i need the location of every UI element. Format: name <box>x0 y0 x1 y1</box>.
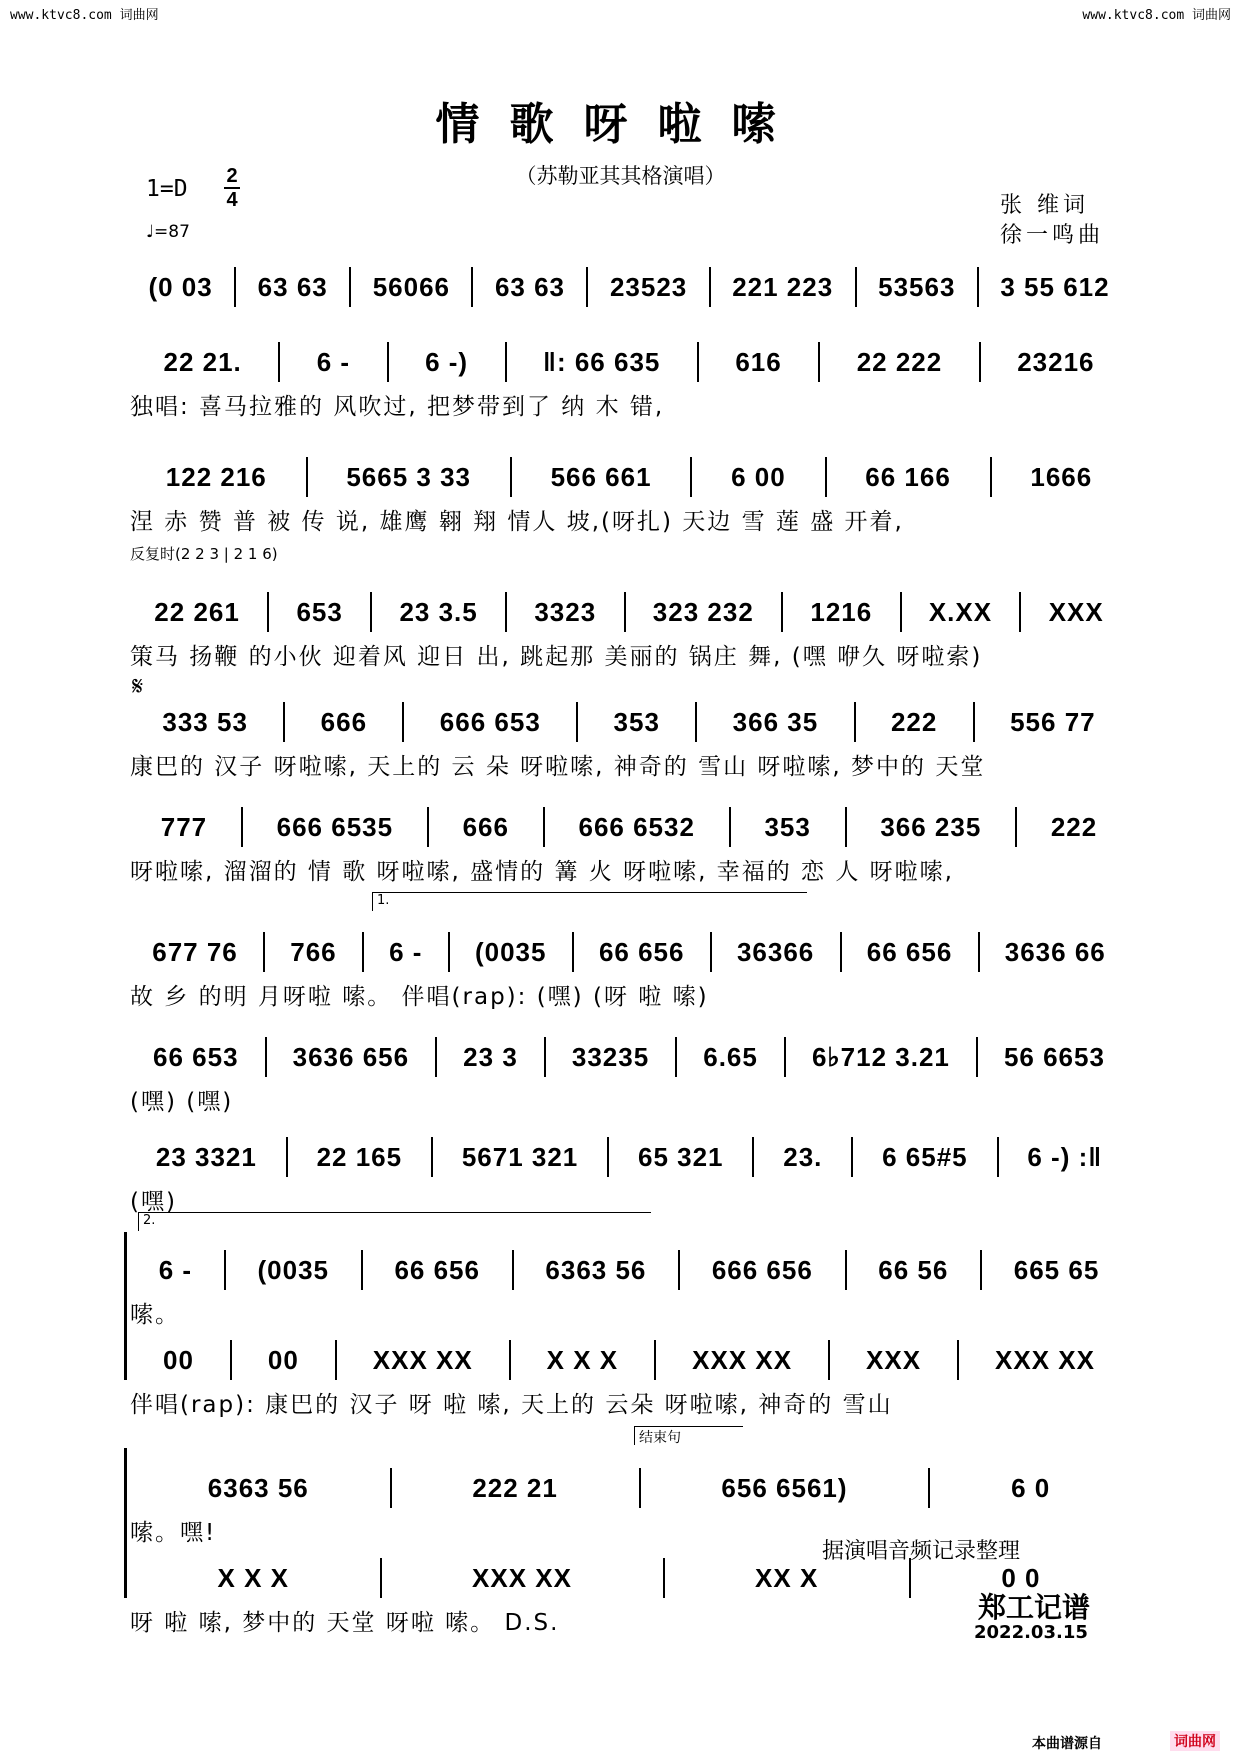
key-signature: 1=D <box>146 176 188 202</box>
barline <box>435 1037 437 1077</box>
measure: 677 76 <box>152 937 238 967</box>
barline <box>380 1558 382 1598</box>
measure: 53563 <box>878 272 956 302</box>
measure: 5665 3 33 <box>346 462 471 492</box>
measure: 00 <box>162 1345 194 1375</box>
barline <box>624 592 626 632</box>
segno-sign: 𝄋 <box>132 672 144 702</box>
measure: (0035 <box>257 1255 329 1285</box>
measure: 66 56 <box>878 1255 949 1285</box>
tempo-mark: ♩=87 <box>146 222 190 242</box>
measure: XXX XX <box>995 1345 1095 1375</box>
measure: 333 53 <box>162 707 248 737</box>
barline <box>710 932 712 972</box>
composer-credit: 徐一鸣曲 <box>1000 223 1105 248</box>
barline <box>544 1037 546 1077</box>
measure: 56066 <box>372 272 450 302</box>
measure: (0035 <box>474 937 547 967</box>
barline <box>361 1250 363 1290</box>
measure: 6 0 <box>1011 1473 1051 1503</box>
measure: 566 661 <box>550 462 652 492</box>
measure: 3636 66 <box>1004 937 1106 967</box>
measure: 616 <box>735 347 782 377</box>
measure: 653 <box>296 597 343 627</box>
barline <box>678 1250 680 1290</box>
barline <box>265 1037 267 1077</box>
barline <box>997 1137 999 1177</box>
lyric-line-9: (嘿) <box>130 1189 177 1215</box>
barline <box>900 592 902 632</box>
measure: 66 656 <box>394 1255 480 1285</box>
barline <box>979 342 981 382</box>
barline <box>234 267 236 307</box>
time-top: 2 <box>226 165 238 187</box>
barline <box>977 267 979 307</box>
repeat-note: 反复时(2 2 3 | 2 1 6) <box>130 545 278 563</box>
measure: 23523 <box>609 272 688 302</box>
score-row-7 <box>134 930 1124 974</box>
system-brace-2 <box>124 1448 127 1598</box>
barline <box>505 592 507 632</box>
volta-2: 2. <box>138 1212 651 1231</box>
measure: 122 216 <box>165 462 267 492</box>
measure: (0 03 <box>148 272 213 302</box>
barline <box>509 1340 511 1380</box>
barline <box>828 1340 830 1380</box>
barline <box>825 457 827 497</box>
barline <box>335 1340 337 1380</box>
measure: XXX XX <box>372 1345 473 1375</box>
barline <box>505 342 507 382</box>
lyric-line-4: 策马 扬鞭 的小伙 迎着风 迎日 出, 跳起那 美丽的 锅庄 舞, (嘿 咿久 呀啦索) <box>130 644 983 670</box>
lyric-line-12: 嗦。嘿! <box>130 1520 217 1546</box>
measure: 353 <box>613 707 660 737</box>
measure: XXX XX <box>472 1563 572 1593</box>
measure: X X X <box>546 1345 619 1375</box>
measure: 36366 <box>736 937 815 967</box>
measure: 6♭712 3.21 <box>811 1042 950 1072</box>
measure: 6 - <box>158 1255 193 1285</box>
barline <box>543 807 545 847</box>
measure: 222 <box>890 707 938 737</box>
volta-1: 1. <box>372 892 807 911</box>
measure: 3323 <box>534 597 597 627</box>
barline <box>663 1558 665 1598</box>
barline <box>572 932 574 972</box>
barline <box>695 702 697 742</box>
measure: 222 21 <box>472 1473 558 1503</box>
measure: XXX <box>866 1345 922 1375</box>
barline <box>654 1340 656 1380</box>
barline <box>639 1468 641 1508</box>
measure: 366 235 <box>880 812 982 842</box>
measure: XXX XX <box>692 1345 793 1375</box>
lyric-line-5: 康巴的 汉子 呀啦嗦, 天上的 云 朵 呀啦嗦, 神奇的 雪山 呀啦嗦, 梦中的 天堂 <box>130 754 986 780</box>
lyric-line-2: 独唱: 喜马拉雅的 风吹过, 把梦带到了 纳 木 错, <box>130 394 665 420</box>
barline <box>471 267 473 307</box>
measure: 0 0 <box>1001 1563 1041 1593</box>
score-row-3 <box>134 455 1124 499</box>
lyric-line-3: 涅 赤 赞 普 被 传 说, 雄鹰 翱 翔 情人 坡,(呀扎) 天边 雪 莲 盛 开着, <box>130 509 904 535</box>
lyric-line-13: 呀 啦 嗦, 梦中的 天堂 呀啦 嗦。 D.S. <box>130 1610 560 1636</box>
measure: 6 -) :‖ <box>1027 1142 1103 1172</box>
measure: 777 <box>160 812 208 842</box>
performer-note: （苏勒亚其其格演唱） <box>515 164 726 188</box>
measure: 23 3321 <box>155 1142 257 1172</box>
score-row-2 <box>134 340 1124 384</box>
measure: 66 166 <box>865 462 951 492</box>
measure: 56 6653 <box>1003 1042 1105 1072</box>
lyric-line-8: (嘿) (嘿) <box>130 1089 234 1115</box>
measure: ‖: 66 635 <box>543 347 661 377</box>
measure: 666 653 <box>439 707 541 737</box>
barline <box>512 1250 514 1290</box>
measure: 22 261 <box>154 597 240 627</box>
barline <box>675 1037 677 1077</box>
measure: 665 65 <box>1013 1255 1100 1285</box>
measure: 23. <box>783 1142 823 1172</box>
barline <box>431 1137 433 1177</box>
measure: 6 00 <box>731 462 786 492</box>
barline <box>1015 807 1017 847</box>
score-row-6 <box>134 805 1124 849</box>
barline <box>690 457 692 497</box>
barline <box>370 592 372 632</box>
ending-volta: 结束句 <box>634 1426 743 1445</box>
time-signature <box>224 166 240 210</box>
measure: 3636 656 <box>292 1042 410 1072</box>
measure: 23 3 <box>463 1042 518 1072</box>
measure: 222 <box>1050 812 1098 842</box>
measure: 556 77 <box>1010 707 1096 737</box>
barline <box>729 807 731 847</box>
barline <box>854 702 856 742</box>
measure: 65 321 <box>637 1142 724 1172</box>
lyric-line-11: 伴唱(rap): 康巴的 汉子 呀 啦 嗦, 天上的 云朵 呀啦嗦, 神奇的 雪山 <box>130 1392 893 1418</box>
measure: 666 6532 <box>578 812 695 842</box>
barline <box>957 1340 959 1380</box>
barline <box>845 1250 847 1290</box>
barline <box>586 267 588 307</box>
barline <box>427 807 429 847</box>
measure: 22 21. <box>163 347 242 377</box>
barline <box>283 702 285 742</box>
song-title: 情歌呀啦嗦 <box>435 99 806 150</box>
measure: 66 653 <box>153 1042 239 1072</box>
score-row-8 <box>134 1035 1124 1079</box>
measure: XX X <box>755 1563 819 1593</box>
measure: 6363 56 <box>545 1255 647 1285</box>
measure: 22 222 <box>856 347 943 377</box>
barline <box>402 702 404 742</box>
barline <box>278 342 280 382</box>
barline <box>224 1250 226 1290</box>
lyric-line-10: 嗦。 <box>130 1302 180 1328</box>
lyric-line-7: 故 乡 的明 月呀啦 嗦。 伴唱(rap): (嘿) (呀 啦 嗦) <box>130 984 709 1010</box>
barline <box>855 267 857 307</box>
score-row-9 <box>134 1135 1124 1179</box>
measure: 00 <box>267 1345 299 1375</box>
barline <box>752 1137 754 1177</box>
measure: 666 656 <box>711 1255 813 1285</box>
barline <box>928 1468 930 1508</box>
barline <box>818 342 820 382</box>
measure: 23216 <box>1017 347 1095 377</box>
barline <box>576 702 578 742</box>
lyric-line-6: 呀啦嗦, 溜溜的 情 歌 呀啦嗦, 盛情的 篝 火 呀啦嗦, 幸福的 恋 人 呀啦嗦, <box>130 859 954 885</box>
measure: 63 63 <box>257 272 328 302</box>
score-row-1 <box>134 265 1124 309</box>
time-bottom: 4 <box>226 189 238 211</box>
barline <box>709 267 711 307</box>
measure: 353 <box>764 812 811 842</box>
barline <box>349 267 351 307</box>
barline <box>306 457 308 497</box>
barline <box>448 932 450 972</box>
score-row-12 <box>134 1466 1124 1510</box>
source-label: 本曲谱源自 <box>1032 1736 1102 1752</box>
watermark-right: www.ktvc8.com 词曲网 <box>1082 8 1231 23</box>
measure: 6 -) <box>425 347 469 377</box>
barline <box>851 1137 853 1177</box>
measure: 1216 <box>810 597 873 627</box>
measure: 6 - <box>316 347 351 377</box>
barline <box>387 342 389 382</box>
measure: 666 <box>462 812 509 842</box>
measure: 6 65#5 <box>882 1142 968 1172</box>
measure: 22 165 <box>316 1142 403 1172</box>
watermark-left: www.ktvc8.com 词曲网 <box>10 8 159 23</box>
barline <box>976 1037 978 1077</box>
score-row-11 <box>134 1338 1124 1382</box>
measure: X X X <box>217 1563 289 1593</box>
barline <box>973 702 975 742</box>
barline <box>781 592 783 632</box>
barline <box>607 1137 609 1177</box>
lyricist-credit: 张 维词 <box>1000 193 1089 218</box>
measure: 6.65 <box>703 1042 758 1072</box>
source-site[interactable]: 词曲网 <box>1170 1731 1220 1751</box>
score-row-4 <box>134 590 1124 634</box>
barline <box>840 932 842 972</box>
score-row-10 <box>134 1248 1124 1292</box>
system-brace-1 <box>124 1232 127 1380</box>
barline <box>230 1340 232 1380</box>
measure: 221 223 <box>732 272 834 302</box>
measure: 666 6535 <box>276 812 394 842</box>
measure: 3 55 612 <box>1000 272 1110 302</box>
measure: XXX <box>1048 597 1104 627</box>
measure: 66 656 <box>598 937 685 967</box>
barline <box>286 1137 288 1177</box>
measure: 6363 56 <box>207 1473 309 1503</box>
measure: 33235 <box>571 1042 650 1072</box>
measure: 656 6561) <box>721 1473 848 1503</box>
barline <box>362 932 364 972</box>
barline <box>390 1468 392 1508</box>
barline <box>697 342 699 382</box>
barline <box>510 457 512 497</box>
barline <box>845 807 847 847</box>
measure: 66 656 <box>866 937 953 967</box>
barline <box>978 932 980 972</box>
measure: 766 <box>290 937 337 967</box>
barline <box>1019 592 1021 632</box>
score-date: 2022.03.15 <box>974 1622 1088 1643</box>
barline <box>263 932 265 972</box>
scribe-stamp: 郑工记谱 <box>978 1592 1091 1623</box>
barline <box>241 807 243 847</box>
barline <box>980 1250 982 1290</box>
measure: 1666 <box>1030 462 1093 492</box>
measure: 666 <box>320 707 368 737</box>
score-row-5 <box>134 700 1124 744</box>
measure: 23 3.5 <box>399 597 478 627</box>
recording-note: 据演唱音频记录整理 <box>822 1539 1021 1564</box>
barline <box>990 457 992 497</box>
measure: 366 35 <box>732 707 819 737</box>
barline <box>784 1037 786 1077</box>
measure: 6 - <box>389 937 423 967</box>
barline <box>267 592 269 632</box>
measure: X.XX <box>928 597 993 627</box>
measure: 323 232 <box>652 597 754 627</box>
measure: 5671 321 <box>461 1142 579 1172</box>
measure: 63 63 <box>494 272 566 302</box>
